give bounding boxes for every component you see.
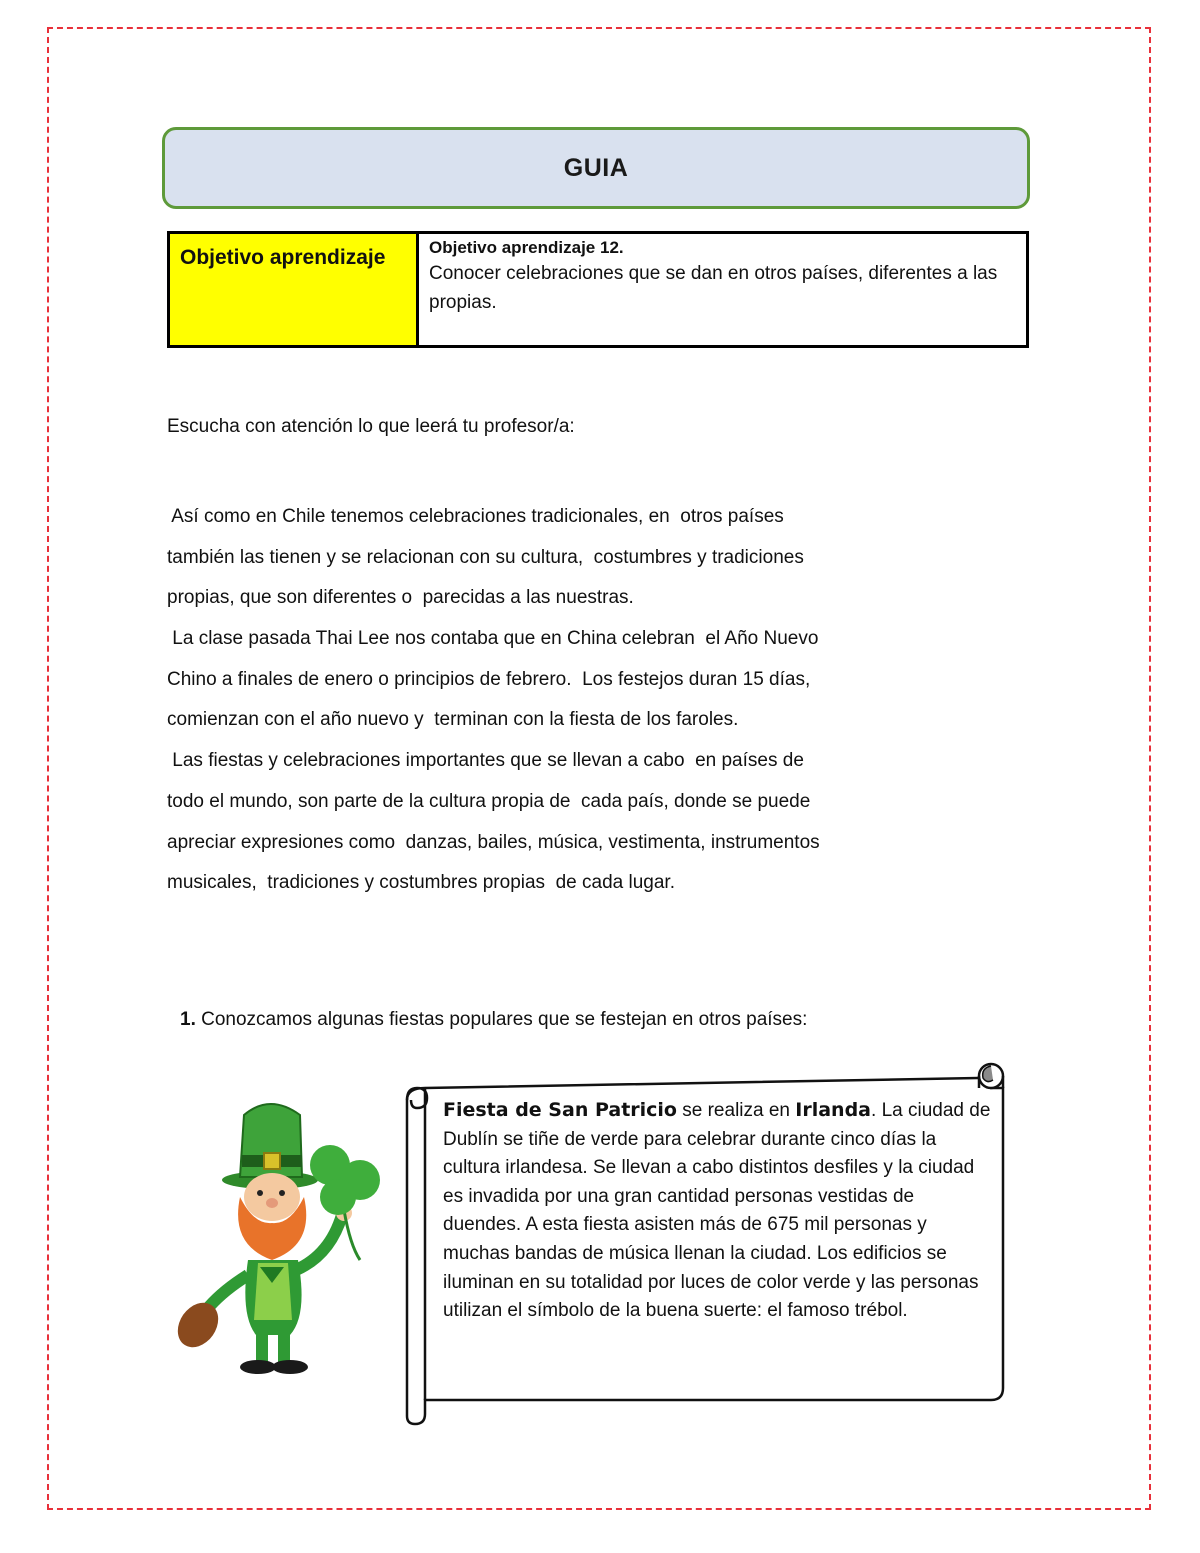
paragraph-line: todo el mundo, son parte de la cultura propia de cada país, donde se puede	[167, 790, 811, 812]
section-heading	[180, 1009, 807, 1031]
objective-text: Conocer celebraciones que se dan en otros países, diferentes a las propias.	[429, 263, 998, 313]
title-box	[162, 127, 1030, 209]
paragraph-line: comienzan con el año nuevo y terminan con la fiesta de los faroles.	[167, 709, 739, 731]
objective-label: Objetivo aprendizaje	[170, 234, 419, 345]
leprechaun-icon	[170, 1085, 395, 1385]
objective-content	[419, 234, 1026, 345]
intro-instruction: Escucha con atención lo que leerá tu profesor/a:	[167, 416, 575, 437]
paragraph-line: también las tienen y se relacionan con su cultura, costumbres y tradiciones	[167, 546, 804, 568]
paragraph-line: apreciar expresiones como danzas, bailes, música, vestimenta, instrumentos	[167, 831, 820, 853]
section-number: 1.	[180, 1009, 196, 1030]
festival-name: Fiesta de San Patricio	[443, 1099, 677, 1121]
paragraph-line: musicales, tradiciones y costumbres propias de cada lugar.	[167, 872, 675, 894]
paragraph-line: propias, que son diferentes o parecidas a las nuestras.	[167, 587, 634, 609]
festival-country: Irlanda	[795, 1099, 872, 1121]
scroll-body: . La ciudad de Dublín se tiñe de verde para celebrar durante cinco días la cultura irlandesa. Se llevan a cabo distintos desfiles y la ciudad es invadida por una gran cantidad personas vestidas de duendes. A esta fiesta asisten más de 675 mil personas y muchas bandas de música llenan la ciudad. Los edificios se iluminan en su totalidad por luces de color verde y las personas utilizan el símbolo de la buena suerte: el famoso trébol.	[443, 1100, 991, 1322]
scroll-mid: se realiza en	[676, 1100, 796, 1121]
paragraph-line: La clase pasada Thai Lee nos contaba que en China celebran el Año Nuevo	[167, 628, 819, 650]
objective-table	[167, 231, 1029, 348]
paragraph-line: Así como en Chile tenemos celebraciones tradicionales, en otros países	[167, 506, 784, 527]
scroll-text	[443, 1096, 993, 1326]
page-title: GUIA	[563, 153, 629, 182]
reading-paragraph	[167, 504, 967, 911]
paragraph-line: Chino a finales de enero o principios de febrero. Los festejos duran 15 días,	[167, 668, 811, 690]
section-text: Conozcamos algunas fiestas populares que se festejan en otros países:	[195, 1009, 808, 1030]
objective-heading: Objetivo aprendizaje 12.	[429, 238, 624, 257]
paragraph-line: Las fiestas y celebraciones importantes que se llevan a cabo en países de	[167, 750, 804, 772]
